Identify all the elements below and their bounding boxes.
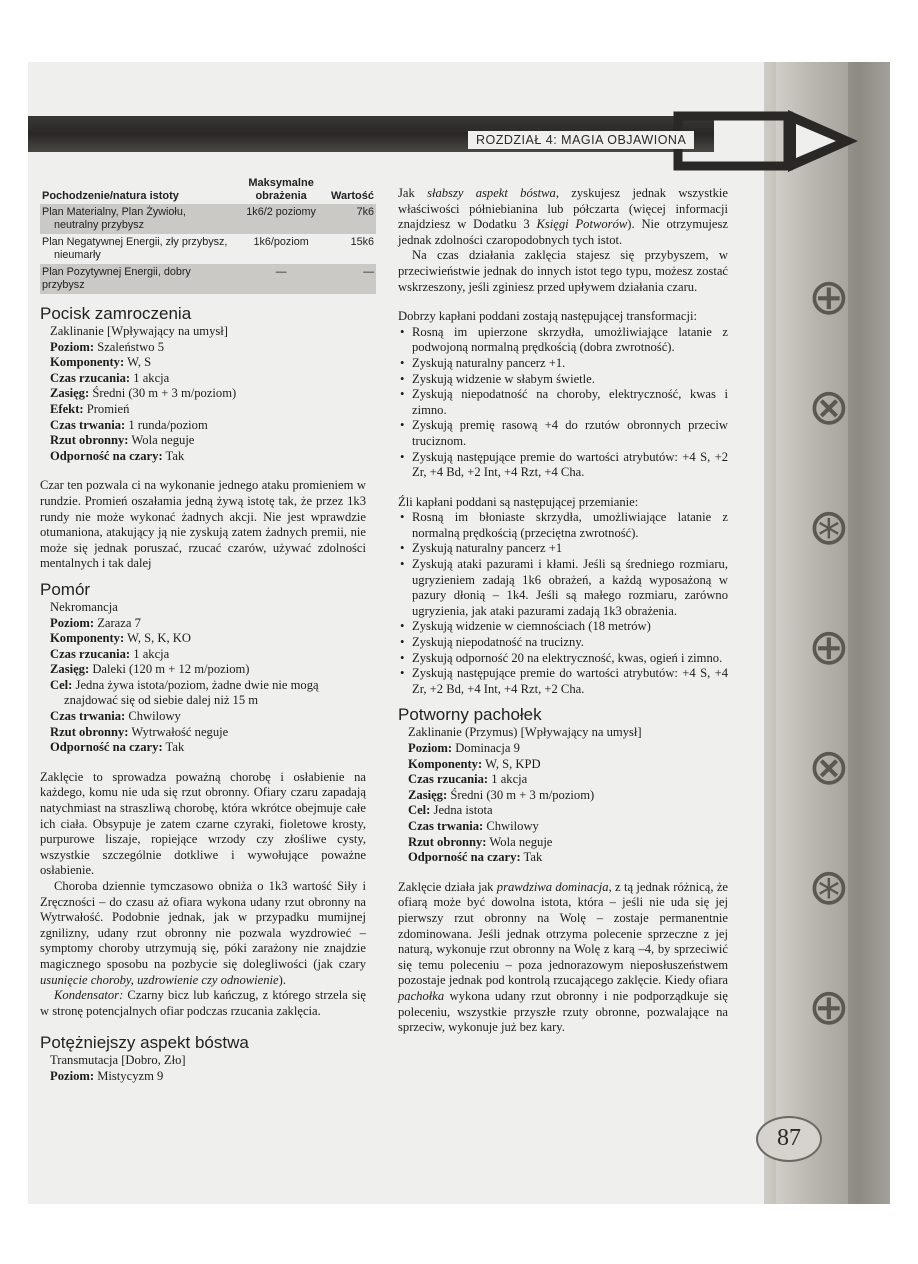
spell-description: Choroba dziennie tymczasowo obniża o 1k3 wartość Siły i Zręczności – do czasu aż ofiara wykona udany rzut obronny na Wytrwałość. Podobnie jednak, jak w przypadku mumijnej zgnilizny, udany rzut obronny nie pozwala wyzdrowieć – symptomy choroby utrzymują się, póki zarażony nie znajdzie magicznego sposobu na pozbycie się dolegliwości (jak czary usunięcie choroby, uzdrowienie czy odnowienie). [40, 879, 366, 987]
paragraph: Jak słabszy aspekt bóstwa, zyskujesz jednak wszystkie właściwości półniebianina lub półczarta (więcej informacji znajdziesz w Dodatku 3 Księgi Potworów). Nie otrzymujesz jednak zdolności czaropodobnych tych istot. [398, 186, 729, 247]
table-header: Wartość [331, 190, 374, 202]
rune-circle-icon: ⊕ [808, 978, 850, 1036]
spell-title: Pomór [40, 579, 91, 599]
table-header: Pochodzenie/natura istoty [42, 190, 179, 202]
table-header: Maksymalne obrażenia [248, 177, 314, 202]
list-item: • Zyskują następujące premie do wartości atrybutów: +4 S, +4 Zr, +2 Bd, +4 Int, +4 Rzt, +2 Cha. [412, 666, 728, 697]
rune-circle-icon: ⊛ [808, 858, 850, 916]
arrow-icon [668, 96, 868, 186]
spell-school: Transmutacja [Dobro, Zło] [50, 1053, 186, 1068]
table-row: Plan Pozytywnej Energii, dobry przybysz — — [40, 264, 376, 294]
chapter-title: ROZDZIAŁ 4: MAGIA OBJAWIONA [468, 131, 694, 149]
list-item: • Zyskują widzenie w ciemnościach (18 metrów) [412, 619, 728, 635]
list-item: • Zyskują naturalny pancerz +1. [412, 356, 728, 372]
rune-circle-icon: ⊕ [808, 618, 850, 676]
rune-circle-icon: ⊛ [808, 498, 850, 556]
paragraph: Dobrzy kapłani poddani zostają następującej transformacji: [398, 309, 697, 324]
spell-description: Kondensator: Czarny bicz lub kańczug, z którego strzela się w stronę potencjalnych ofiar podczas rzucania zaklęcia. [40, 988, 366, 1018]
list-item: • Rosną im błoniaste skrzydła, umożliwiające latanie z normalną prędkością (przeciętna zwrotność). [412, 510, 728, 541]
good-transform-list [398, 325, 728, 481]
list-item: • Rosną im upierzone skrzydła, umożliwiające latanie z podwojoną normalną prędkością (dobra zwrotność). [412, 325, 728, 356]
spell-description: Czar ten pozwala ci na wykonanie jednego ataku promieniem w rundzie. Promień oszałamia jedną żywą istotę tak, że przez 1k3 rundy nie może wykonać żadnych akcji. Nie jest wprawdzie otumaniona, atakujący ją nie zyskują zatem żadnych premii, nie może się jednak poruszać, rzucać czarów, używać zdolności mentalnych i tak dalej [40, 478, 366, 571]
spell-title: Potworny pachołek [398, 705, 542, 725]
spell-school: Zaklinanie (Przymus) [Wpływający na umysł] [408, 725, 642, 740]
evil-transform-list [398, 510, 728, 697]
list-item: • Zyskują widzenie w słabym świetle. [412, 372, 728, 388]
list-item: • Zyskują ataki pazurami i kłami. Jeśli są średniego rozmiaru, ugryzieniem zadają 1k6 obrażeń, a każdą wyposażoną w pazury dłonią – 1k4. Jeśli są małego rozmiaru, zarówno ugryzienia, jak ataki pazurami zadają 1k3 obrażenia. [412, 557, 728, 619]
book-page [28, 62, 890, 1204]
spell-title: Potężniejszy aspekt bóstwa [40, 1033, 249, 1053]
list-item: • Zyskują niepodatność na trucizny. [412, 635, 728, 651]
table-row: Plan Materialny, Plan Żywiołu, neutralny przybysz 1k6/2 poziomy 7k6 [40, 204, 376, 234]
spell-title: Pocisk zamroczenia [40, 304, 192, 323]
paragraph: Na czas działania zaklęcia stajesz się przybyszem, w przeciwieństwie jednak do innych istot tego typu, możesz zostać wskrzeszony, jeśli zginiesz przed upływem działania czaru. [398, 248, 728, 294]
rune-circle-icon: ⊗ [808, 378, 850, 436]
right-column: Jak słabszy aspekt bóstwa, zyskujesz jednak wszystkie właściwości półniebianina lub półczarta (więcej informacji znajdziesz w Dodatku 3 Księgi Potworów). Nie otrzymujesz jednak zdolności czaropodobnych tych istot. Na czas działania zaklęcia stajesz się przybyszem, w przeciwieństwie jednak do innych istot tego typu, możesz zostać wskrzeszony, jeśli zginiesz przed upływem działania czaru. Dobrzy kapłani poddani zostają następującej transformacji: • Rosną im upierzone skrzydła, umożliwiające latanie z podwojoną normalną prędkością (dobra zwrotność). • Zyskują naturalny pancerz +1. • Zyskują widzenie w słabym świetle. • Zyskują niepodatność na choroby, elektryczność, kwas i zimno. • Zyskują premię rasową +4 do rzutów obronnych przeciw truciznom. • Zyskują następujące premie do wartości atrybutów: +4 S, +2 Zr, +4 Bd, +2 Int, +4 Rzt, +4 Cha. Źli kapłani poddani są następującej przemianie: • Rosną im błoniaste skrzydła, umożliwiające latanie z normalną prędkością (przeciętna zwrotność). • Zyskują naturalny pancerz +1 • Zyskują ataki pazurami i kłami. Jeśli są średniego rozmiaru, ugryzieniem zadają 1k6 obrażeń, a każdą wyposażoną w pazury dłonią – 1k4. Jeśli są małego rozmiaru, zarówno ugryzienia, jak ataki pazurami zadają 1k3 obrażenia. • Zyskują widzenie w ciemnościach (18 metrów) • Zyskują niepodatność na trucizny. • Zyskują odporność 20 na elektryczność, kwas, ogień i zimno. • Zyskują następujące premie do wartości atrybutów: +4 S, +4 Zr, +2 Bd, +4 Int, +4 Rzt, +2 Cha. Potworny pachołek Zaklinanie (Przymus) [Wpływający na umysł] Poziom: Dominacja 9 Komponenty: W, S, KPD Czas rzucania: 1 akcja Zasięg: Średni (30 m + 3 m/poziom) Cel: Jedna istota Czas trwania: Chwilowy Rzut obronny: Wola neguje Odporność na czary: Tak Zaklęcie działa jak prawdziwa dominacja, z tą jednak różnicą, że ofiarą może być dowolna istota, która – jeśli nie uda się jej pierwszy rzut obronny na Wolę – zostaje permanentnie zdominowana. Jeśli jednak otrzyma polecenie sprzeczne z jej naturą, wykonuje rzut obronny na Wolę z karą –4, by sprzeciwić się temu poleceniu – poza jednorazowym nieposłuszeństwem pozostaje jednak pod kontrolą rzucającego zaklęcie. Kiedy ofiara pachołka wykona udany rzut obronny i nie podporządkuje się poleceniu, wszystkie przyszłe rzuty obronne, pozwalające na sprzeciw, wykonuje już bez kary. [398, 186, 728, 1036]
list-item: • Zyskują następujące premie do wartości atrybutów: +4 S, +2 Zr, +4 Bd, +2 Int, +4 Rzt, +4 Cha. [412, 450, 728, 481]
spell-school: Zaklinanie [Wpływający na umysł] [50, 324, 228, 338]
rune-circle-icon: ⊕ [808, 268, 850, 326]
damage-table [40, 176, 376, 294]
rune-circle-icon: ⊗ [808, 738, 850, 796]
table-row: Plan Negatywnej Energii, zły przybysz, nieumarły 1k6/poziom 15k6 [42, 236, 374, 261]
list-item: • Zyskują odporność 20 na elektryczność, kwas, ogień i zimno. [412, 651, 728, 667]
paragraph: Źli kapłani poddani są następującej przemianie: [398, 494, 639, 509]
left-column: Pochodzenie/natura istoty Maksymalne obrażenia Wartość Plan Materialny, Plan Żywiołu, neutralny przybysz 1k6/2 poziomy 7k6 Plan Negatywnej Energii, zły przybysz, nieumarły 1k6/poziom 15k6 Plan Pozytywnej Energii, dobry przybysz — — Pocisk zamroczenia Zaklinanie [Wpływający na umysł] Poziom: Szaleństwo 5 Komponenty: W, S Czas rzucania: 1 akcja Zasięg: Średni (30 m + 3 m/poziom) Efekt: Promień Czas trwania: 1 runda/poziom Rzut obronny: Wola neguje Odporność na czary: Tak Czar ten pozwala ci na wykonanie jednego ataku promieniem w rundzie. Promień oszałamia jedną żywą istotę tak, że przez 1k3 rundy nie może wykonać żadnych akcji. Nie jest wprawdzie otumaniona, atakujący ją nie zyskują zatem żadnych premii, nie może się jednak poruszać, rzucać czarów, używać zdolności mentalnych i tak dalej Pomór Nekromancja Poziom: Zaraza 7 Komponenty: W, S, K, KO Czas rzucania: 1 akcja Zasięg: Daleki (120 m + 12 m/poziom) Cel: Jedna żywa istota/poziom, żadne dwie nie mogą znajdować się od siebie dalej niż 15 m Czas trwania: Chwilowy Rzut obronny: Wytrwałość neguje Odporność na czary: Tak Zaklęcie to sprowadza poważną chorobę i osłabienie na każdego, komu nie uda się rzut obronny. Ofiary czaru zapadają natychmiast na straszliwą chorobę, która wkrótce obejmuje całe ich ciała. Obsypuje je zatem czarne czyraki, fioletowe krosty, purpurowe liszaje, ropiejące wrzody czy złośliwe cysty, wszystkie szczególnie dotkliwe i wywołujące poważne osłabienie. Choroba dziennie tymczasowo obniża o 1k3 wartość Siły i Zręczności – do czasu aż ofiara wykona udany rzut obronny na Wytrwałość. Podobnie jednak, jak w przypadku mumijnej zgnilizny, udany rzut obronny nie pozwala wyzdrowieć – symptomy choroby utrzymują się, póki zarażony nie znajdzie magicznego sposobu na pozbycie się dolegliwości (jak czary usunięcie choroby, uzdrowienie czy odnowienie). Kondensator: Czarny bicz lub kańczug, z którego strzela się w stronę potencjalnych ofiar podczas rzucania zaklęcia. Potężniejszy aspekt bóstwa Transmutacja [Dobro, Zło] Poziom: Mistycyzm 9 [40, 177, 374, 1083]
page-number: 87 [756, 1116, 822, 1162]
spell-school: Nekromancja [50, 599, 118, 614]
list-item: • Zyskują premię rasową +4 do rzutów obronnych przeciw truciznom. [412, 418, 728, 449]
spell-description: Zaklęcie to sprowadza poważną chorobę i osłabienie na każdego, komu nie uda się rzut obronny. Ofiary czaru zapadają natychmiast na straszliwą chorobę, która wkrótce obejmuje całe ich ciała. Obsypuje je zatem czarne czyraki, fioletowe krosty, purpurowe liszaje, ropiejące wrzody czy złośliwe cysty, wszystkie szczególnie dotkliwe i wywołujące poważne osłabienie. [40, 769, 366, 878]
list-item: • Zyskują niepodatność na choroby, elektryczność, kwas i zimno. [412, 387, 728, 418]
spell-description: Zaklęcie działa jak prawdziwa dominacja, z tą jednak różnicą, że ofiarą może być dowolna istota, która – jeśli nie uda się jej pierwszy rzut obronny na Wolę – zostaje permanentnie zdominowana. Jeśli jednak otrzyma polecenie sprzeczne z jej naturą, wykonuje rzut obronny na Wolę z karą –4, by sprzeciwić się temu poleceniu – poza jednorazowym nieposłuszeństwem pozostaje jednak pod kontrolą rzucającego zaklęcie. Kiedy ofiara pachołka wykona udany rzut obronny i nie podporządkuje się poleceniu, wszystkie przyszłe rzuty obronne, pozwalające na sprzeciw, wykonuje już bez kary. [398, 879, 728, 1035]
list-item: • Zyskują naturalny pancerz +1 [412, 541, 728, 557]
